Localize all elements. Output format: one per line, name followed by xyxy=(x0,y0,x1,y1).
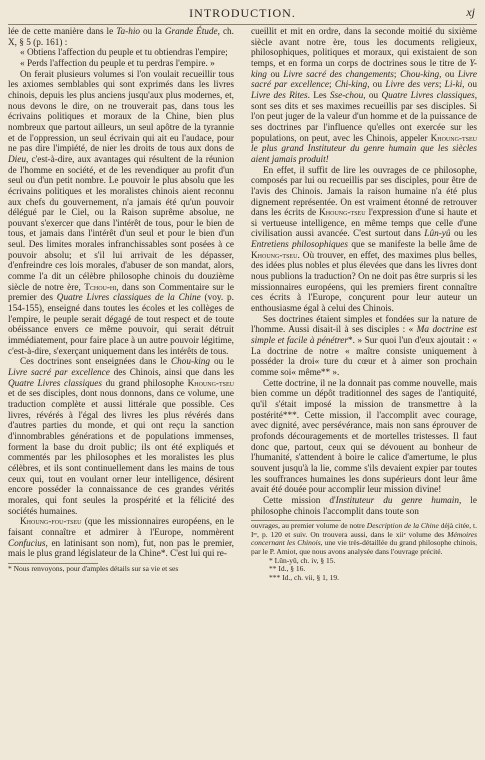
page-number: xj xyxy=(466,5,475,19)
footnote: *** Id., ch. vii, § 1, 19. xyxy=(269,572,339,582)
left-column xyxy=(8,27,234,573)
footnote: * Nous renvoyons, pour d'amples détails sur sa vie et ses xyxy=(8,563,179,573)
running-title: INTRODUCTION. xyxy=(189,6,296,20)
paragraph: Cette mission d'Instituteur du genre humain, le philosophe chinois l'accomplit dans toute son xyxy=(251,495,477,517)
paragraph: Ces doctrines sont enseignées dans le Chou-king ou le Livre sacré par excellence des Chinois, ainsi que dans les Quatre Livres classiques du grand philosophe Khoung-tseu et de ses disciples, dont nous donnons, dans ce volume, une traduction complète et aussi littérale que possible. Ces livres, révérés à l'égal des livres les plus révérés dans d'autres parties du monde, et qui ont reçu la sanction d'innombrables générations et de populations immenses, forment la base du droit public; ils ont été expliqués et commentés par les philosophes et les moralistes les plus célèbres, et ils sont continuellement dans les mains de tous ceux qui, tout en voulant orner leur intelligence, désirent encore posséder la connaissance de ces grandes vérités morales, qui font seules la prospérité et la félicité des sociétés humaines. xyxy=(8,357,234,517)
quotation: « Perds l'affection du peuple et tu perdras l'empire. » xyxy=(20,58,215,69)
footnote-list xyxy=(251,557,477,583)
right-column xyxy=(251,27,477,582)
footnote: ** Id., § 16. xyxy=(269,564,306,574)
quotation: « Obtiens l'affection du peuple et tu obtiendras l'empire; xyxy=(20,48,228,59)
footnote: ouvrages, au premier volume de notre Description de la Chine déjà citée, t. Iᵉʳ, p. 120 et suiv. On trouvera aussi, dans le xiiᵉ volume des Mémoires concernant les Chinois, une vie très-détaillée du grand philosophe chinois, par le P. Amiot, que nous avons analysée dans l'ouvrage précité. xyxy=(251,521,477,556)
paragraph: Cette doctrine, il ne la donnait pas comme nouvelle, mais bien comme un dépôt traditionnel des sages de l'antiquité, qu'il s'était imposé la mission de transmettre à la postérité***. Cette mission, il l'accomplit avec courage, avec dignité, avec persévérance, mais non sans éprouver de profonds découragements et de mortelles tristesses. Il faut donc que, partout, ceux qui se dévouent au bonheur de l'humanité, s'attendent à boire le calice d'amertume, le plus souvent jusqu'à la lie, comme s'ils devaient expier par toutes les souffrances humaines les dons supérieurs dont leur âme avait été douée pour accomplir leur mission divine! xyxy=(251,378,477,496)
paragraph: lée de cette manière dans le Ta-hio ou la Grande Étude, ch. X, § 5 (p. 161) : xyxy=(8,27,234,48)
paragraph: cueillit et mit en ordre, dans la seconde moitié du sixième siècle avant notre ère, tous les documents religieux, philosophiques, politiques et moraux, qui existaient de son temps, et en forma un corps de doctrines sous le titre de Y-king ou Livre sacré des changements; Chou-king, ou Livre sacré par excellence; Chi-king, ou Livre des vers; Li-ki, ou Livre des Rites. Les Sse-chou, ou Quatre Livres classiques, sont ses dits et ses maximes recueillis par ses disciples. Si l'on peut juger de la valeur d'un homme et de la puissance de ses doctrines par l'influence qu'elles ont exercée sur les populations, on peut, avec les Chinois, appeler Khoung-tseu le plus grand Instituteur du genre humain que les siècles aient jamais produit! xyxy=(251,27,478,165)
paragraph: En effet, il suffit de lire les ouvrages de ce philosophe, composés par lui ou recueillis par ses disciples, pour être de l'avis des Chinois. Jamais la raison humaine n'a été plus dignement représentée. On est vraiment étonné de retrouver dans les écrits de Khoung-tseu l'expression d'une si haute et si vertueuse intelligence, en même temps que celle d'une civilisation aussi avancée. C'est surtout dans Lûn-yû ou les Entretiens philosophiques que se manifeste la belle âme de Khoung-tseu. Où trouver, en effet, des maximes plus belles, des idées plus nobles et plus élevées que dans les livres dont nous publions la traduction? On ne doit pas être surpris si les missionnaires européens, qui les premiers firent connaître ces écrits à l'Europe, conçurent pour leur auteur un enthousiasme égal à celui des Chinois. xyxy=(251,165,477,315)
paragraph: Ses doctrines étaient simples et fondées sur la nature de l'homme. Aussi disait-il à ses disciples : « Ma doctrine est simple et facile à pénétrer*. » Sur quoi l'un d'eux ajoutait : « La doctrine de notre « maître consiste uniquement à posséder la droi« ture du cœur et à aimer son prochain comme soi« même** ». xyxy=(251,314,477,378)
paragraph: Khoung-fou-tseu (que les missionnaires européens, en le faisant connaître et admirer à l'Europe, nommèrent Confucius, en latinisant son nom), fut, non pas le premier, mais le plus grand législateur de la Chine*. C'est lui qui re- xyxy=(8,517,234,560)
page-header xyxy=(8,6,477,25)
paragraph: On ferait plusieurs volumes si l'on voulait recueillir tous les axiomes semblables qui sont exprimés dans les livres chinois, depuis les plus anciens jusqu'aux plus modernes, et, nous devons le dire, on ne trouverait pas, dans tous les écrivains politiques et moraux de la Chine, bien plus nombreux que partout ailleurs, un seul apôtre de la tyrannie et de l'oppression, un seul écrivain qui ait eu l'audace, pour ne pas dire l'impiété, de nier les droits de tous aux dons de Dieu, c'est-à-dire, aux avantages qui résultent de la réunion de l'homme en société, et de les revendiquer au profit d'un seul ou d'un petit nombre. Le pouvoir le plus absolu que les écrivains politiques et les moralistes chinois aient reconnu aux chefs du gouvernement, n'a jamais été qu'un pouvoir délégué par le Ciel, ou la Raison suprême absolue, ne pouvant s'exercer que dans l'intérêt de tous, pour le bien de tous, et jamais dans l'intérêt d'un seul et pour le bien d'un seul. Des limites morales infranchissables sont posées à ce pouvoir absolu; et s'il lui arrivait de les dépasser, d'enfreindre ces lois morales, d'abuser de son mandat, alors, comme l'a dit un célèbre philosophe chinois du douzième siècle de notre ère, Tchou-hi, dans son Commentaire sur le premier des Quatre Livres classiques de la Chine (voy. p. 154-155), enseigné dans toutes les écoles et les collèges de l'empire, le peuple serait dégagé de tout respect et de toute obéissance envers ce même pouvoir, qui serait détruit immédiatement, pour faire place à un autre pouvoir légitime, c'est-à-dire, s'exerçant uniquement dans les intérêts de tous. xyxy=(8,69,234,357)
footnote: * Lûn-yû, ch. iv, § 15. xyxy=(269,555,336,565)
